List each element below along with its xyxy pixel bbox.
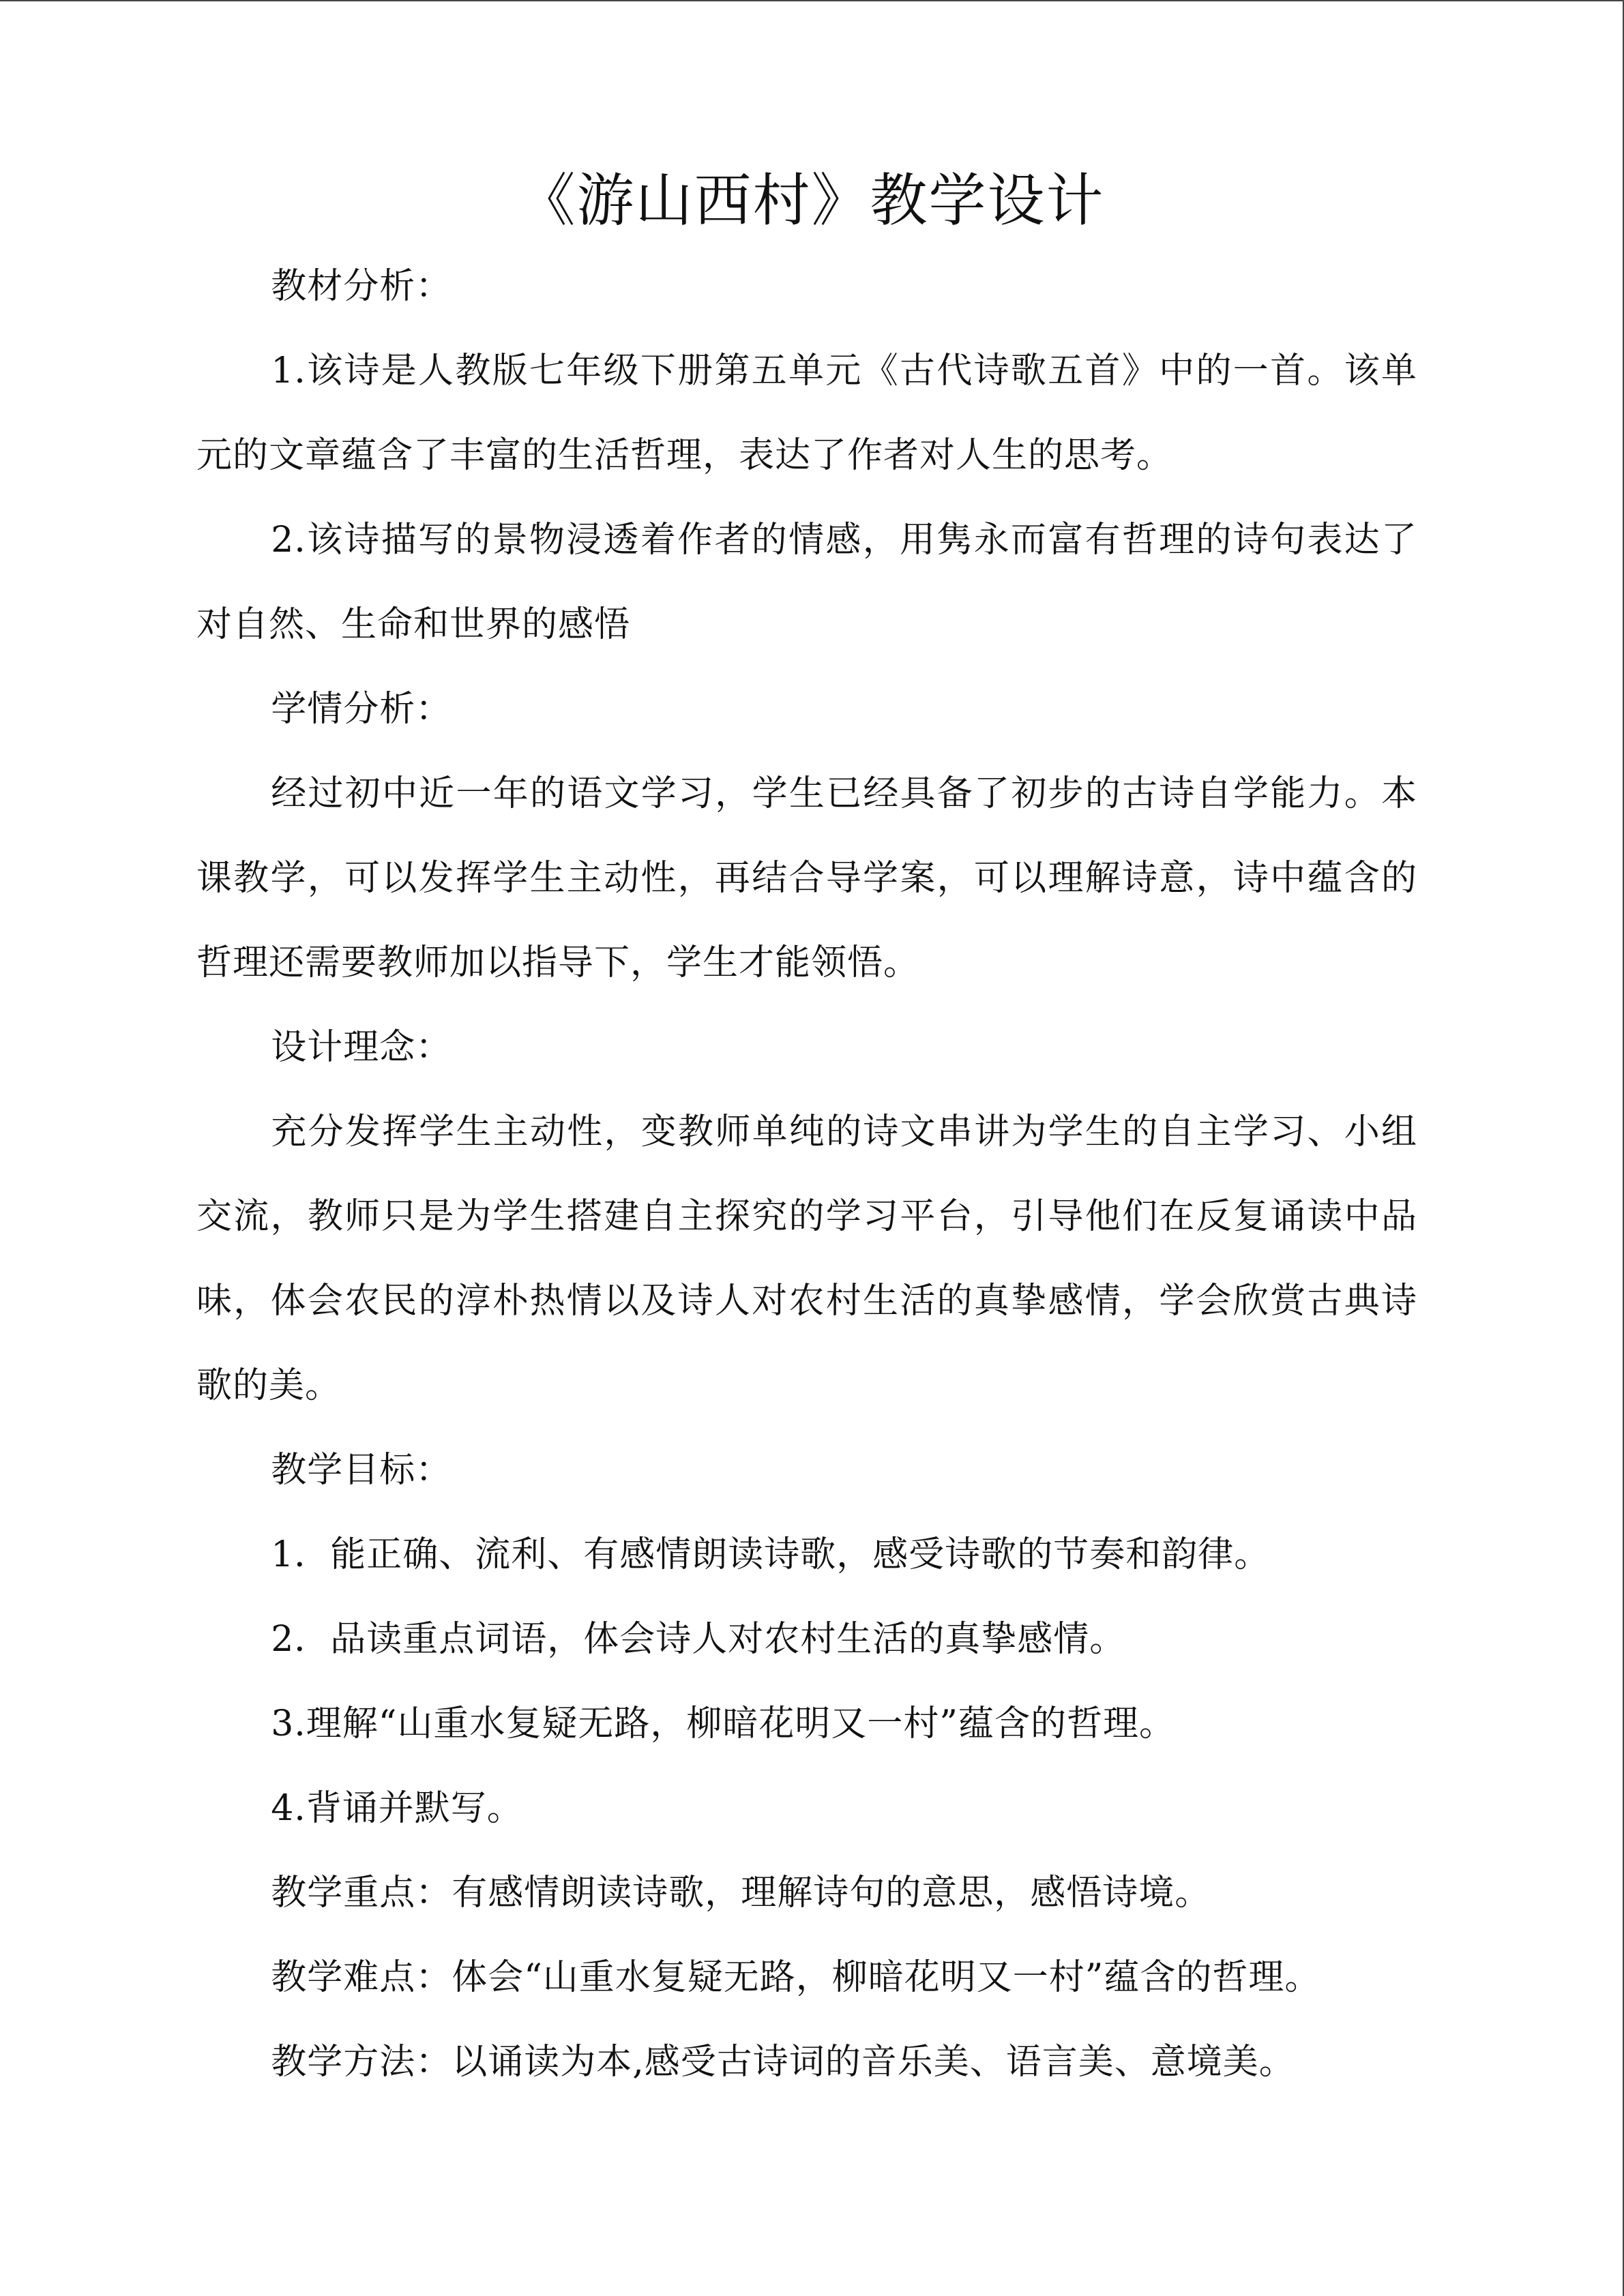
paragraph-textbook-point-1: 1.该诗是人教版七年级下册第五单元《古代诗歌五首》中的一首。该单元的文章蕴含了丰富的生活哲理，表达了作者对人生的思考。 <box>196 351 1417 476</box>
paragraph-goal-1: 1．能正确、流利、有感情朗读诗歌，感受诗歌的节奏和韵律。 <box>271 1534 1271 1575</box>
heading-student-analysis: 学情分析： <box>271 689 452 730</box>
paragraph-textbook-point-2: 2.该诗描写的景物浸透着作者的情感，用隽永而富有哲理的诗句表达了对自然、生命和世界的感悟 <box>196 520 1417 645</box>
document-body <box>196 244 1417 2104</box>
paragraph-goal-2: 2．品读重点词语，体会诗人对农村生活的真挚感情。 <box>271 1619 1126 1660</box>
heading-design-concept: 设计理念： <box>271 1027 452 1068</box>
document-title: 《游山西村》教学设计 <box>518 167 1105 234</box>
paragraph-difficult-point: 教学难点：体会“山重水复疑无路，柳暗花明又一村”蕴含的哲理。 <box>271 1957 1321 1998</box>
paragraph-goal-4: 4.背诵并默写。 <box>271 1788 523 1829</box>
paragraph-student-analysis: 经过初中近一年的语文学习，学生已经具备了初步的古诗自学能力。本课教学，可以发挥学生主动性，再结合导学案，可以理解诗意，诗中蕴含的哲理还需要教师加以指导下，学生才能领悟。 <box>196 773 1417 983</box>
heading-teaching-goals: 教学目标： <box>271 1450 452 1491</box>
heading-textbook-analysis: 教材分析： <box>271 266 452 307</box>
paragraph-design-concept: 充分发挥学生主动性，变教师单纯的诗文串讲为学生的自主学习、小组交流，教师只是为学生搭建自主探究的学习平台，引导他们在反复诵读中品味，体会农民的淳朴热情以及诗人对农村生活的真挚感情，学会欣赏古典诗歌的美。 <box>196 1112 1417 1406</box>
paragraph-goal-3: 3.理解“山重水复疑无路，柳暗花明又一村”蕴含的哲理。 <box>271 1703 1175 1744</box>
paragraph-key-point: 教学重点：有感情朗读诗歌，理解诗句的意思，感悟诗境。 <box>271 1873 1211 1913</box>
paragraph-teaching-method: 教学方法：以诵读为本,感受古诗词的音乐美、语言美、意境美。 <box>271 2042 1295 2083</box>
